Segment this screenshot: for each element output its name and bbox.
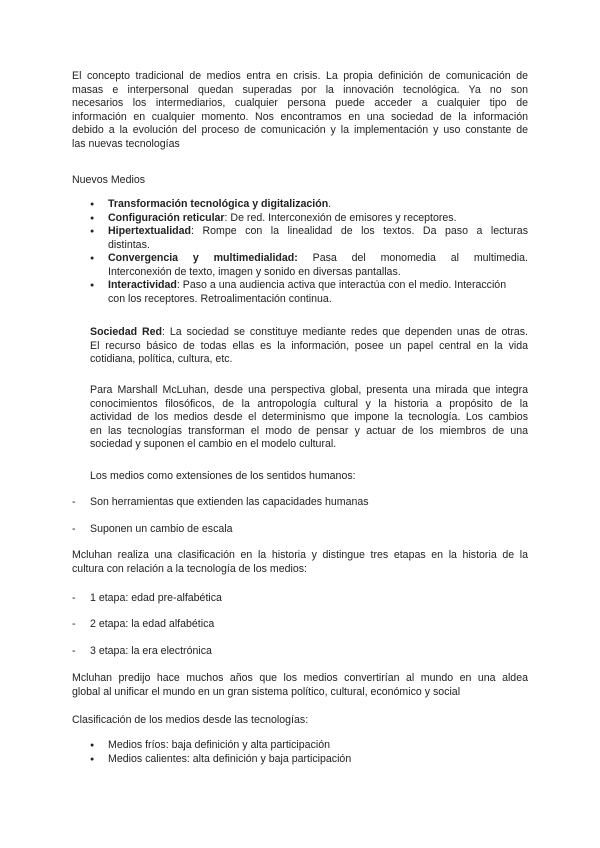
- item-term: Transformación tecnológica y digitalización: [108, 198, 329, 210]
- item-term: Convergencia y multimedialidad:: [108, 252, 298, 264]
- text-line: cotidiana, política, cultura, etc.: [90, 353, 233, 365]
- dash-item: - Son herramientas que extienden las capacidades humanas: [72, 496, 369, 508]
- text-line: cultura con relación a la tecnología de los medios:: [72, 562, 307, 575]
- extensiones-heading: Los medios como extensiones de los sentidos humanos:: [90, 470, 356, 482]
- dash-item: - Suponen un cambio de escala: [72, 523, 233, 535]
- nuevos-medios-list: [90, 198, 528, 306]
- clasificacion-medios-list: [90, 739, 528, 766]
- list-item: ● Transformación tecnológica y digitalización.: [90, 198, 528, 212]
- text-line: información en cualquier momento. Nos encontramos en una sociedad de la información: [72, 110, 528, 123]
- text-line: en las tecnologías transforman el modo de pensar y actuar de los miembros de una: [90, 424, 528, 437]
- sociedad-red-paragraph: Sociedad Red: La sociedad se constituye mediante redes que dependen unas de otras. El recurso básico de todas ellas es la información, posee un papel central en la vida cotidiana, política, cultura, etc.: [90, 326, 528, 365]
- text-line: El concepto tradicional de medios entra en crisis. La propia definición de comunicación de: [72, 70, 528, 82]
- item-term: Configuración reticular: [108, 211, 225, 224]
- list-item: ● Hipertextualidad: Rompe con la linealidad de los textos. Da paso a lecturas distintas.: [90, 225, 528, 252]
- list-item: ● Convergencia y multimedialidad: Pasa del monomedia al multimedia. Interconexión de texto, imagen y sonido en diversas pantallas.: [90, 252, 528, 279]
- text-line: las nuevas tecnologías: [72, 137, 180, 150]
- list-item: ● Configuración reticular: De red. Interconexión de emisores y receptores.: [90, 212, 528, 226]
- text-line: Para Marshall McLuhan, desde una perspectiva global, presenta una mirada que integra: [90, 384, 528, 396]
- text-line: necesarios los intermediarios, cualquier persona puede acceder a cualquier tipo de: [72, 97, 528, 109]
- mcluhan-paragraph: [90, 384, 528, 452]
- sociedad-red-term: Sociedad Red: [90, 326, 163, 338]
- clasificacion-medios-heading: Clasificación de los medios desde las tecnologías:: [72, 714, 309, 726]
- item-term: Interactividad: [108, 279, 177, 291]
- text-line: sociedad y suponen el cambio en el modelo cultural.: [90, 438, 337, 450]
- clasificacion-paragraph: [72, 549, 528, 576]
- intro-paragraph: [72, 70, 528, 151]
- list-item: ● Medios fríos: baja definición y alta participación: [90, 739, 528, 753]
- dash-item: - 1 etapa: edad pre-alfabética: [72, 592, 222, 604]
- list-item: ● Interactividad: Paso a una audiencia activa que interactúa con el medio. Interacción con los receptores. Retroalimentación continua.: [90, 279, 528, 306]
- text-line: debido a la evolución del proceso de comunicación y la implementación y uso constante de: [72, 124, 528, 136]
- text-line: actividad de los medios desde el determinismo que impone la tecnología. Los cambios: [90, 411, 528, 423]
- aldea-paragraph: [72, 672, 528, 699]
- text-line: Mcluhan predijo hace muchos años que los medios convertirían al mundo en una aldea: [72, 672, 528, 684]
- text-line: conocimientos filosóficos, de la antropología cultural y la historia a propósito de la: [90, 397, 528, 410]
- item-term: Hipertextualidad: [108, 225, 192, 237]
- dash-item: - 2 etapa: la edad alfabética: [72, 618, 215, 630]
- text-line: global al unificar el mundo en un gran sistema político, cultural, económico y social: [72, 685, 461, 698]
- nuevos-medios-heading: Nuevos Medios: [72, 174, 146, 186]
- text-line: Mcluhan realiza una clasificación en la historia y distingue tres etapas en la historia de la: [72, 549, 528, 561]
- list-item: ● Medios calientes: alta definición y baja participación: [90, 753, 528, 767]
- dash-item: - 3 etapa: la era electrónica: [72, 645, 212, 657]
- text-line: El recurso básico de todas ellas es la información, posee un papel central en la vida: [90, 339, 528, 352]
- text-line: masas e interpersonal quedan superadas por la innovación tecnológica. Ya no son: [72, 83, 528, 96]
